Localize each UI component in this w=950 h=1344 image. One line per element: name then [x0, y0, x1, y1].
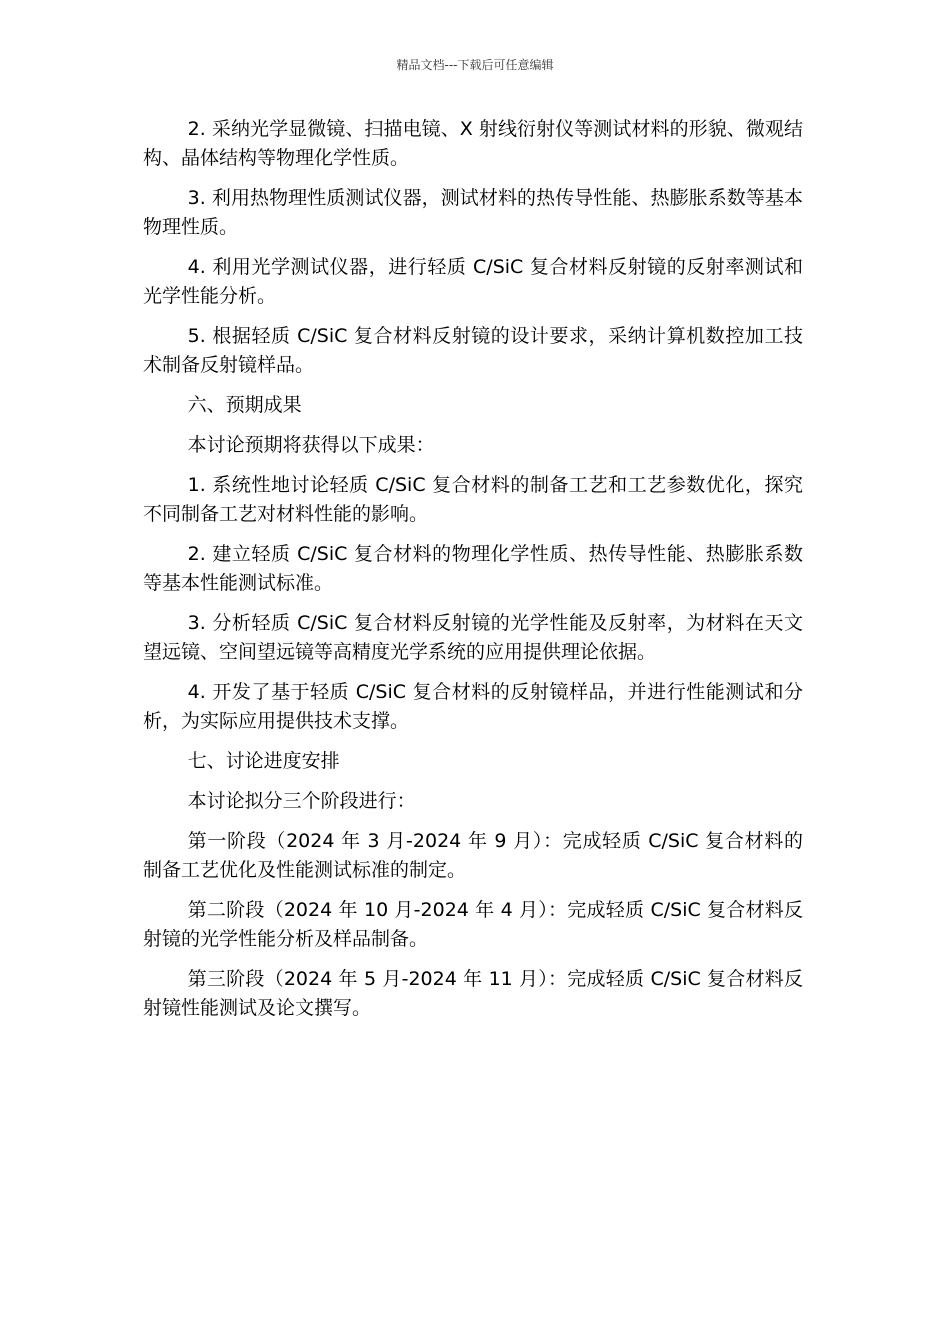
- paragraph-method-3: 3. 利用热物理性质测试仪器，测试材料的热传导性能、热膨胀系数等基本物理性质。: [143, 187, 803, 238]
- document-body: [143, 115, 803, 1034]
- paragraph-result-2: 2. 建立轻质 C/SiC 复合材料的物理化学性质、热传导性能、热膨胀系数等基本性能测试标准。: [143, 543, 803, 594]
- paragraph-result-3: 3. 分析轻质 C/SiC 复合材料反射镜的光学性能及反射率，为材料在天文望远镜、空间望远镜等高精度光学系统的应用提供理论依据。: [143, 612, 803, 663]
- paragraph-stage-3: 第三阶段（2024 年 5 月-2024 年 11 月）：完成轻质 C/SiC 复合材料反射镜性能测试及论文撰写。: [143, 968, 803, 1019]
- paragraph-schedule-intro: 本讨论拟分三个阶段进行：: [187, 790, 416, 812]
- paragraph-method-4: 4. 利用光学测试仪器，进行轻质 C/SiC 复合材料反射镜的反射率测试和光学性能分析。: [143, 256, 803, 307]
- paragraph-stage-2: 第二阶段（2024 年 10 月-2024 年 4 月）：完成轻质 C/SiC 复合材料反射镜的光学性能分析及样品制备。: [143, 899, 803, 950]
- paragraph-method-5: 5. 根据轻质 C/SiC 复合材料反射镜的设计要求，采纳计算机数控加工技术制备反射镜样品。: [143, 325, 803, 376]
- paragraph-stage-1: 第一阶段（2024 年 3 月-2024 年 9 月）：完成轻质 C/SiC 复合材料的制备工艺优化及性能测试标准的制定。: [143, 830, 803, 881]
- section-heading-expected-results: 六、预期成果: [187, 394, 302, 416]
- paragraph-result-4: 4. 开发了基于轻质 C/SiC 复合材料的反射镜样品，并进行性能测试和分析，为实际应用提供技术支撑。: [143, 681, 803, 732]
- paragraph-method-2: 2. 采纳光学显微镜、扫描电镜、X 射线衍射仪等测试材料的形貌、微观结构、晶体结构等物理化学性质。: [143, 118, 803, 169]
- page-header: 精品文档---下载后可任意编辑: [396, 58, 554, 72]
- paragraph-result-1: 1. 系统性地讨论轻质 C/SiC 复合材料的制备工艺和工艺参数优化，探究不同制备工艺对材料性能的影响。: [143, 474, 803, 525]
- paragraph-results-intro: 本讨论预期将获得以下成果：: [187, 434, 435, 456]
- section-heading-schedule: 七、讨论进度安排: [187, 750, 340, 772]
